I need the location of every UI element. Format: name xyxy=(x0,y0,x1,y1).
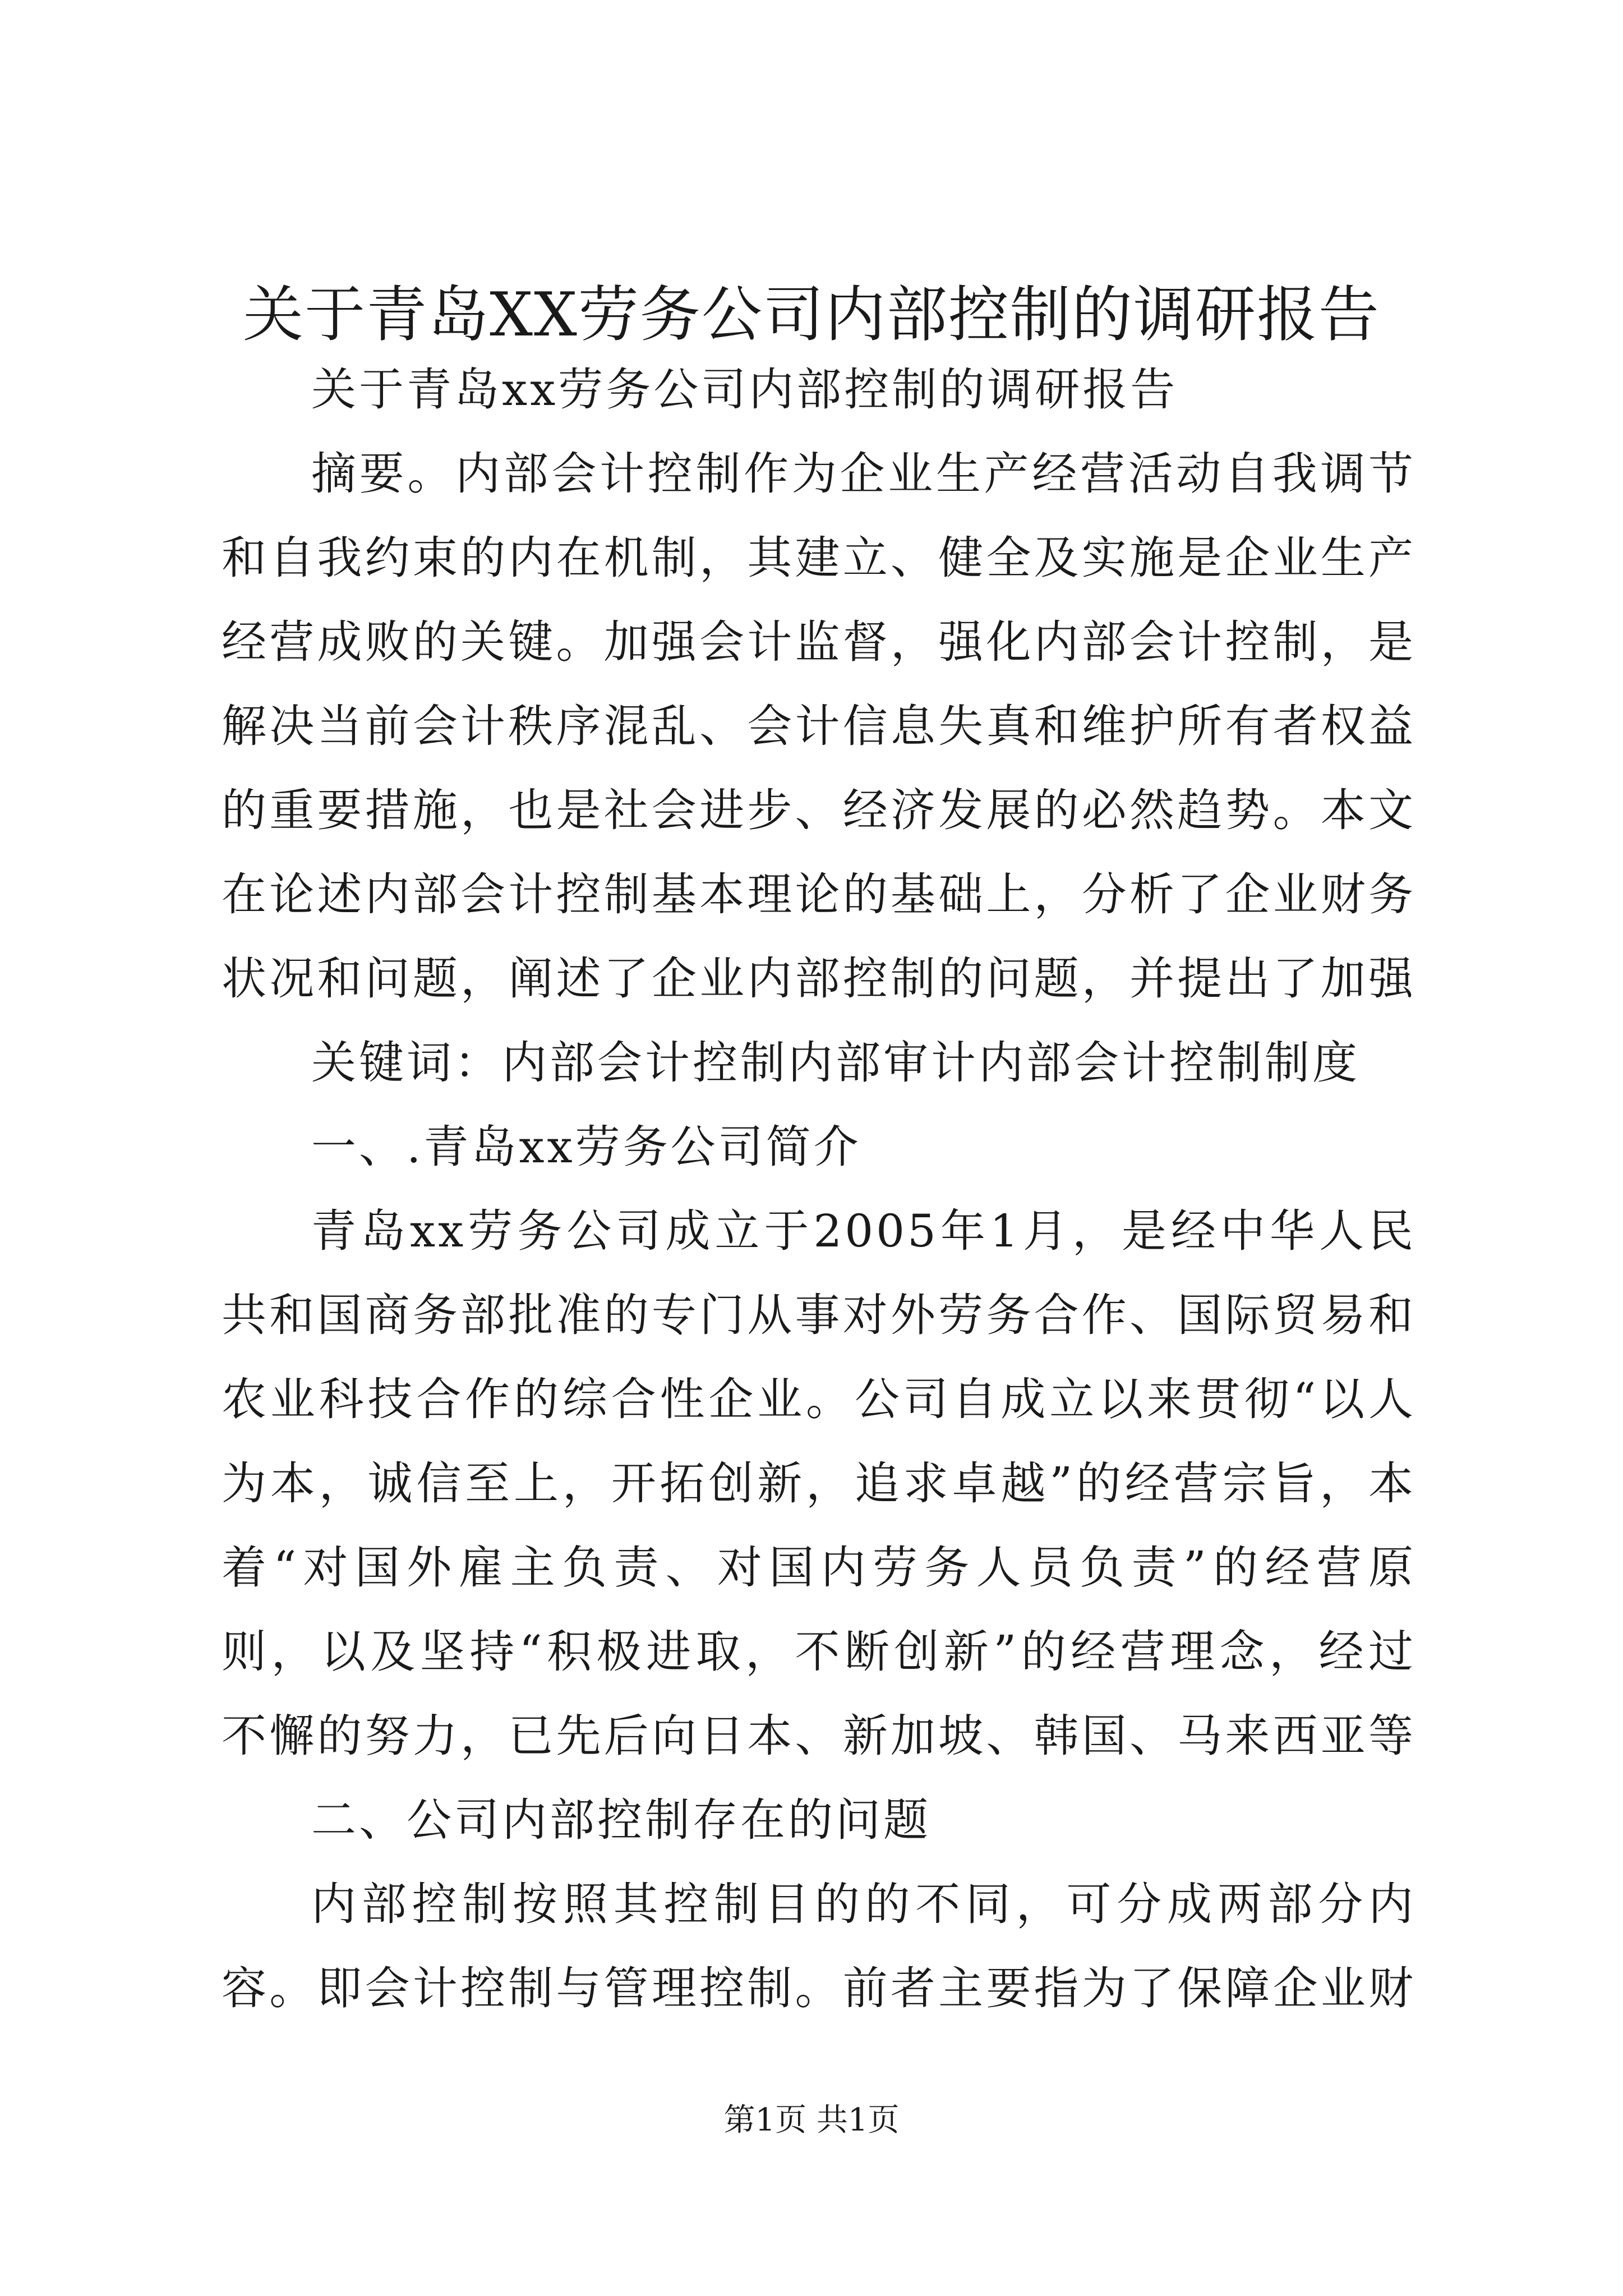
section-heading-1: 一、.青岛xx劳务公司简介 xyxy=(311,1121,861,1173)
section-heading-2: 二、公司内部控制存在的问题 xyxy=(311,1794,931,1846)
page-number: 第1页 xyxy=(723,2102,807,2138)
internal-control-paragraph: 内部控制按照其控制目的的不同，可分成两部分内容。即会计控制与管理控制。前者主要指为了保障企业财 xyxy=(222,1878,1416,2014)
document-body xyxy=(222,348,1416,2031)
subtitle-paragraph: 关于青岛xx劳务公司内部控制的调研报告 xyxy=(311,364,1178,416)
keywords-paragraph: 关键词：内部会计控制内部审计内部会计控制制度 xyxy=(311,1037,1360,1089)
document-title: 关于青岛XX劳务公司内部控制的调研报告 xyxy=(243,280,1380,350)
page-footer xyxy=(0,2098,1623,2143)
page-total: 共1页 xyxy=(816,2102,900,2138)
company-intro-paragraph: 青岛xx劳务公司成立于2005年1月，是经中华人民共和国商务部批准的专门从事对外劳务合作、国际贸易和农业科技合作的综合性企业。公司自成立以来贯彻“以人为本，诚信至上，开拓创新，追求卓越”的经营宗旨，本着“对国外雇主负责、对国内劳务人员负责”的经营原则，以及坚持“积极进取，不断创新”的经营理念，经过不懈的努力，已先后向日本、新加坡、韩国、马来西亚等 xyxy=(222,1205,1416,1762)
abstract-paragraph: 摘要。内部会计控制作为企业生产经营活动自我调节和自我约束的内在机制，其建立、健全及实施是企业生产经营成败的关键。加强会计监督，强化内部会计控制，是解决当前会计秩序混乱、会计信息失真和维护所有者权益的重要措施，也是社会进步、经济发展的必然趋势。本文在论述内部会计控制基本理论的基础上，分析了企业财务状况和问题，阐述了企业内部控制的问题，并提出了加强 xyxy=(222,448,1416,1005)
